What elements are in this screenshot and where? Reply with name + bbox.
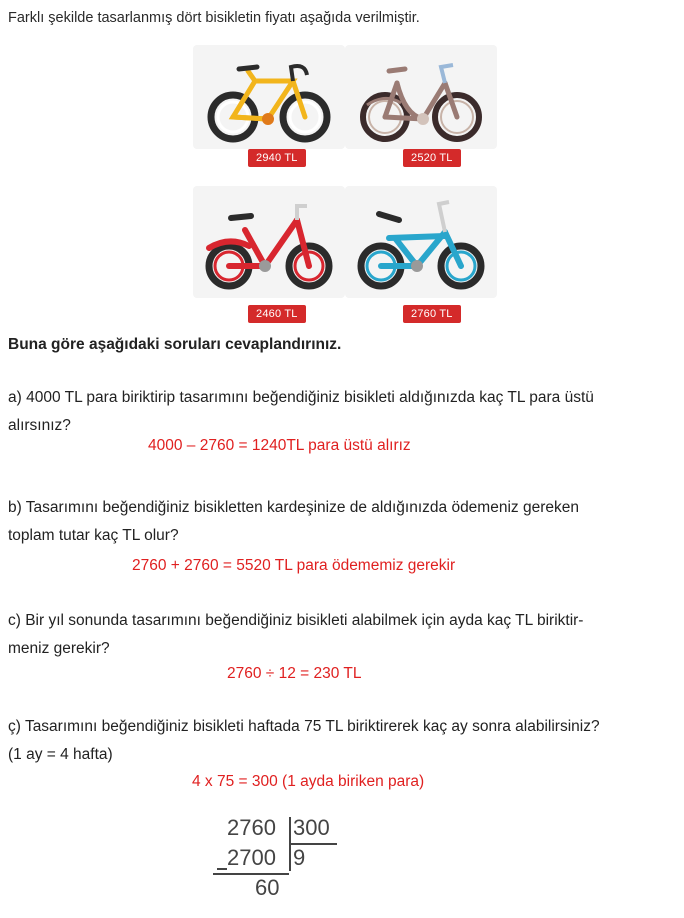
- bike-card-blue: [345, 186, 497, 298]
- question-b-line1: b) Tasarımını beğendiğiniz bisikletten kardeşinize de aldığınızda ödemeniz gereken: [8, 499, 579, 516]
- question-a-line2: alırsınız?: [8, 417, 71, 434]
- question-cc: [8, 713, 676, 769]
- bicycle-icon: [193, 186, 345, 298]
- price-tag-blue: 2760 TL: [403, 305, 461, 323]
- division-divisor-line: [289, 843, 337, 845]
- question-cc-line1: ç) Tasarımını beğendiğiniz bisikleti haftada 75 TL biriktirerek kaç ay sonra alabilirsiniz?: [8, 718, 600, 735]
- price-tag-brown: 2520 TL: [403, 149, 461, 167]
- division-subtraction-line: [213, 873, 289, 875]
- bike-card-yellow: [193, 45, 345, 149]
- bike-card-red: [193, 186, 345, 298]
- question-c: [8, 607, 676, 663]
- division-divisor: 300: [293, 815, 330, 840]
- division-dividend: 2760: [227, 815, 276, 840]
- section-heading: Buna göre aşağıdaki soruları cevaplandırınız.: [8, 336, 342, 353]
- question-a-line1: a) 4000 TL para biriktirip tasarımını beğendiğiniz bisikleti aldığınızda kaç TL para üstü: [8, 389, 594, 406]
- division-subtrahend: 2700: [227, 845, 276, 870]
- answer-cc: 4 x 75 = 300 (1 ayda biriken para): [192, 773, 425, 790]
- bicycle-icon: [345, 186, 497, 298]
- answer-c: 2760 ÷ 12 = 230 TL: [227, 665, 362, 682]
- bicycle-icon: [345, 45, 497, 149]
- price-tag-yellow: 2940 TL: [248, 149, 306, 167]
- answer-b: 2760 + 2760 = 5520 TL para ödememiz gerekir: [132, 557, 456, 574]
- division-minus-sign: [217, 868, 227, 870]
- intro-text: Farklı şekilde tasarlanmış dört bisikletin fiyatı aşağıda verilmiştir.: [8, 10, 420, 26]
- price-tag-red: 2460 TL: [248, 305, 306, 323]
- question-cc-line2: (1 ay = 4 hafta): [8, 746, 113, 763]
- answer-a: 4000 – 2760 = 1240TL para üstü alırız: [148, 437, 411, 454]
- question-c-line1: c) Bir yıl sonunda tasarımını beğendiğiniz bisikleti alabilmek için ayda kaç TL biriktir-: [8, 612, 584, 629]
- division-quotient: 9: [293, 845, 306, 870]
- question-b-line2: toplam tutar kaç TL olur?: [8, 527, 179, 544]
- question-b: [8, 494, 676, 550]
- long-division: [205, 815, 355, 905]
- question-c-line2: meniz gerekir?: [8, 640, 110, 657]
- division-remainder: 60: [255, 875, 280, 900]
- bike-card-brown: [345, 45, 497, 149]
- question-a: [8, 384, 676, 440]
- bicycle-icon: [193, 45, 345, 149]
